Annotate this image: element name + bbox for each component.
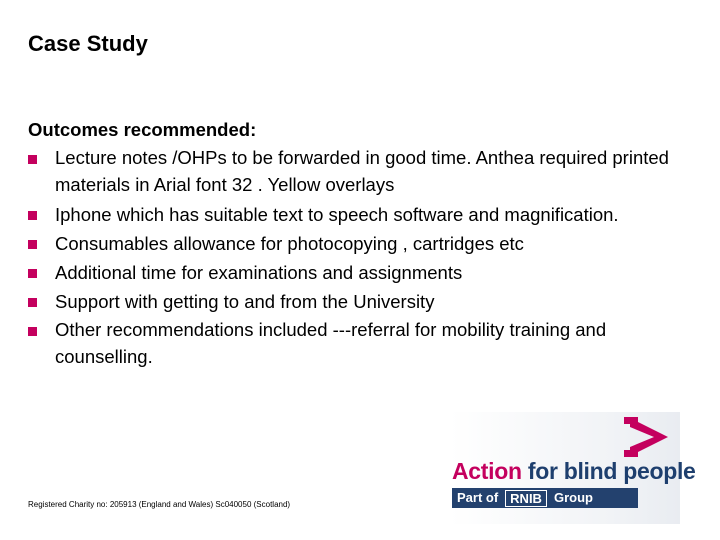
- list-item-text: Other recommendations included ---referral for mobility training and counselling.: [55, 319, 607, 367]
- list-item-text: Consumables allowance for photocopying , cartridges etc: [55, 233, 524, 254]
- logo-rnib-bar: [452, 488, 638, 508]
- list-item-text: Support with getting to and from the University: [55, 291, 435, 312]
- logo-arrow-icon: [620, 416, 674, 458]
- logo-tagline-accent: Action: [452, 458, 522, 484]
- square-bullet-icon: [28, 155, 37, 164]
- logo-bar-group: Group: [553, 490, 593, 505]
- list-item-text: Additional time for examinations and assignments: [55, 262, 463, 283]
- square-bullet-icon: [28, 240, 37, 249]
- list-item: [28, 287, 698, 316]
- outcomes-heading: Outcomes recommended:: [28, 119, 257, 140]
- list-item: [28, 200, 698, 229]
- list-item-text: Lecture notes /OHPs to be forwarded in good time. Anthea required printed materials in Arial font 32 . Yellow overlays: [55, 147, 669, 195]
- slide-title: Case Study: [28, 31, 148, 56]
- slide-content: [28, 116, 698, 372]
- logo-bar-part-of: Part of: [457, 490, 499, 505]
- square-bullet-icon: [28, 327, 37, 336]
- list-item-text: Iphone which has suitable text to speech software and magnification.: [55, 204, 619, 225]
- outcomes-list: [28, 144, 698, 372]
- logo-tagline-rest: for blind people: [521, 458, 696, 484]
- logo-tagline: [452, 458, 696, 485]
- list-item: [28, 258, 698, 287]
- action-for-blind-people-logo: [450, 412, 696, 524]
- list-item: [28, 229, 698, 258]
- square-bullet-icon: [28, 298, 37, 307]
- square-bullet-icon: [28, 269, 37, 278]
- charity-registration-note: Registered Charity no: 205913 (England and Wales) Sc040050 (Scotland): [28, 500, 291, 509]
- list-item: [28, 144, 698, 200]
- square-bullet-icon: [28, 211, 37, 220]
- list-item: [28, 316, 698, 372]
- logo-bar-rnib: RNIB: [505, 490, 547, 507]
